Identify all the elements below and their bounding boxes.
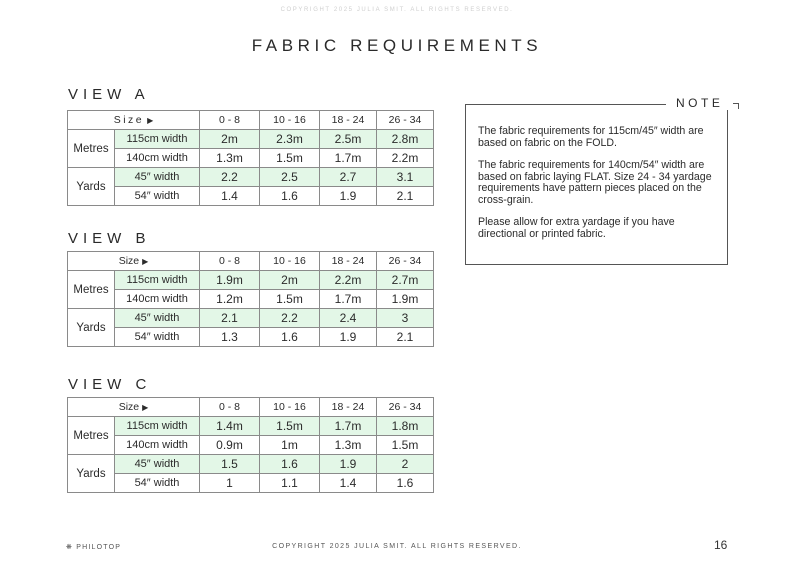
table-row: [68, 271, 434, 290]
table-row: [68, 290, 434, 309]
note-paragraph: The fabric requirements for 140cm/54″ width are based on fabric laying FLAT. Size 24 - 34 yardage requirements have pattern pieces placed on the cross-grain.: [478, 159, 712, 206]
page-number: 16: [714, 538, 728, 552]
table-cell: 1.9: [320, 328, 377, 347]
table-cell: 1.3: [200, 328, 260, 347]
view-b-title: VIEW B: [68, 230, 151, 247]
view-c-table: [67, 397, 434, 493]
fabric-width-label: 115cm width: [115, 417, 200, 436]
table-cell: 1m: [260, 436, 320, 455]
table-row: [68, 436, 434, 455]
size-col-header: 10 - 16: [260, 252, 320, 271]
table-row: [68, 149, 434, 168]
size-header: [68, 398, 200, 417]
table-cell: 1.6: [377, 474, 434, 493]
size-col-header: 0 - 8: [200, 252, 260, 271]
table-cell: 1.4: [200, 187, 260, 206]
view-a-title: VIEW A: [68, 86, 150, 103]
size-col-header: 26 - 34: [377, 111, 434, 130]
table-cell: 2.1: [377, 328, 434, 347]
top-copyright: COPYRIGHT 2025 JULIA SMIT. ALL RIGHTS RESERVED.: [280, 7, 514, 13]
triangle-right-icon: ▶: [142, 257, 149, 266]
fabric-width-label: 45″ width: [115, 455, 200, 474]
note-paragraph: The fabric requirements for 115cm/45″ width are based on fabric on the FOLD.: [478, 125, 704, 149]
table-cell: 1.7m: [320, 290, 377, 309]
footer-copyright: COPYRIGHT 2025 JULIA SMIT. ALL RIGHTS RESERVED.: [272, 543, 522, 550]
size-label: Size: [113, 114, 145, 126]
table-row: [68, 187, 434, 206]
table-row: [68, 328, 434, 347]
table-row: [68, 130, 434, 149]
size-header: [68, 252, 200, 271]
table-cell: 2.1: [377, 187, 434, 206]
brand-logo-icon: ❋: [66, 544, 74, 551]
table-cell: 1.5m: [377, 436, 434, 455]
table-cell: 1.4: [320, 474, 377, 493]
table-cell: 2.2m: [377, 149, 434, 168]
size-col-header: 26 - 34: [377, 252, 434, 271]
table-cell: 3: [377, 309, 434, 328]
table-cell: 1.7m: [320, 417, 377, 436]
table-cell: 1.3m: [200, 149, 260, 168]
size-col-header: 18 - 24: [320, 111, 377, 130]
table-cell: 1.5m: [260, 290, 320, 309]
table-row: [68, 168, 434, 187]
view-a-table: [67, 110, 434, 206]
size-header: [68, 111, 200, 130]
fabric-width-label: 115cm width: [115, 271, 200, 290]
table-row: [68, 455, 434, 474]
unit-label-yards: Yards: [68, 309, 115, 347]
page-title: FABRIC REQUIREMENTS: [251, 36, 543, 55]
table-cell: 2m: [260, 271, 320, 290]
unit-label-yards: Yards: [68, 455, 115, 493]
table-cell: 1.5m: [260, 149, 320, 168]
triangle-right-icon: ▶: [147, 116, 154, 125]
note-label: NOTE: [666, 96, 729, 110]
table-row: [68, 309, 434, 328]
table-cell: 1.4m: [200, 417, 260, 436]
table-cell: 1.6: [260, 455, 320, 474]
table-row: [68, 474, 434, 493]
size-col-header: 0 - 8: [200, 398, 260, 417]
table-cell: 2.5: [260, 168, 320, 187]
table-cell: 1.7m: [320, 149, 377, 168]
brand-name: PHILOTOP: [76, 544, 122, 551]
table-header-row: [68, 111, 434, 130]
size-col-header: 10 - 16: [260, 398, 320, 417]
fabric-width-label: 54″ width: [115, 474, 200, 493]
table-cell: 3.1: [377, 168, 434, 187]
view-b-table: [67, 251, 434, 347]
unit-label-metres: Metres: [68, 130, 115, 168]
size-col-header: 0 - 8: [200, 111, 260, 130]
size-col-header: 18 - 24: [320, 252, 377, 271]
size-col-header: 18 - 24: [320, 398, 377, 417]
table-cell: 2.1: [200, 309, 260, 328]
size-col-header: 26 - 34: [377, 398, 434, 417]
table-header-row: [68, 398, 434, 417]
table-cell: 1.9: [320, 455, 377, 474]
table-cell: 2: [377, 455, 434, 474]
table-cell: 2.3m: [260, 130, 320, 149]
table-cell: 2.7m: [377, 271, 434, 290]
table-cell: 2.2: [200, 168, 260, 187]
size-col-header: 10 - 16: [260, 111, 320, 130]
table-cell: 1.6: [260, 187, 320, 206]
table-cell: 1.5m: [260, 417, 320, 436]
table-cell: 2.8m: [377, 130, 434, 149]
unit-label-metres: Metres: [68, 271, 115, 309]
note-paragraph: Please allow for extra yardage if you have directional or printed fabric.: [478, 216, 675, 240]
table-cell: 1.5: [200, 455, 260, 474]
table-cell: 1.6: [260, 328, 320, 347]
table-cell: 1.9m: [200, 271, 260, 290]
fabric-width-label: 140cm width: [115, 290, 200, 309]
size-label: Size: [118, 401, 140, 413]
view-c-title: VIEW C: [68, 376, 152, 393]
note-corner-mark: [738, 103, 739, 109]
table-cell: 2.4: [320, 309, 377, 328]
table-cell: 1.9m: [377, 290, 434, 309]
fabric-width-label: 45″ width: [115, 168, 200, 187]
fabric-width-label: 115cm width: [115, 130, 200, 149]
table-cell: 2.2m: [320, 271, 377, 290]
table-row: [68, 417, 434, 436]
size-label: Size: [118, 255, 140, 267]
table-cell: 0.9m: [200, 436, 260, 455]
table-cell: 2.2: [260, 309, 320, 328]
table-cell: 1.1: [260, 474, 320, 493]
table-cell: 2m: [200, 130, 260, 149]
table-cell: 1.9: [320, 187, 377, 206]
table-cell: 1: [200, 474, 260, 493]
fabric-width-label: 140cm width: [115, 149, 200, 168]
table-cell: 1.2m: [200, 290, 260, 309]
fabric-width-label: 45″ width: [115, 309, 200, 328]
triangle-right-icon: ▶: [142, 403, 149, 412]
unit-label-metres: Metres: [68, 417, 115, 455]
table-cell: 2.7: [320, 168, 377, 187]
unit-label-yards: Yards: [68, 168, 115, 206]
fabric-width-label: 54″ width: [115, 328, 200, 347]
table-cell: 2.5m: [320, 130, 377, 149]
fabric-width-label: 54″ width: [115, 187, 200, 206]
fabric-width-label: 140cm width: [115, 436, 200, 455]
note-text: [478, 126, 724, 251]
table-header-row: [68, 252, 434, 271]
table-cell: 1.8m: [377, 417, 434, 436]
table-cell: 1.3m: [320, 436, 377, 455]
